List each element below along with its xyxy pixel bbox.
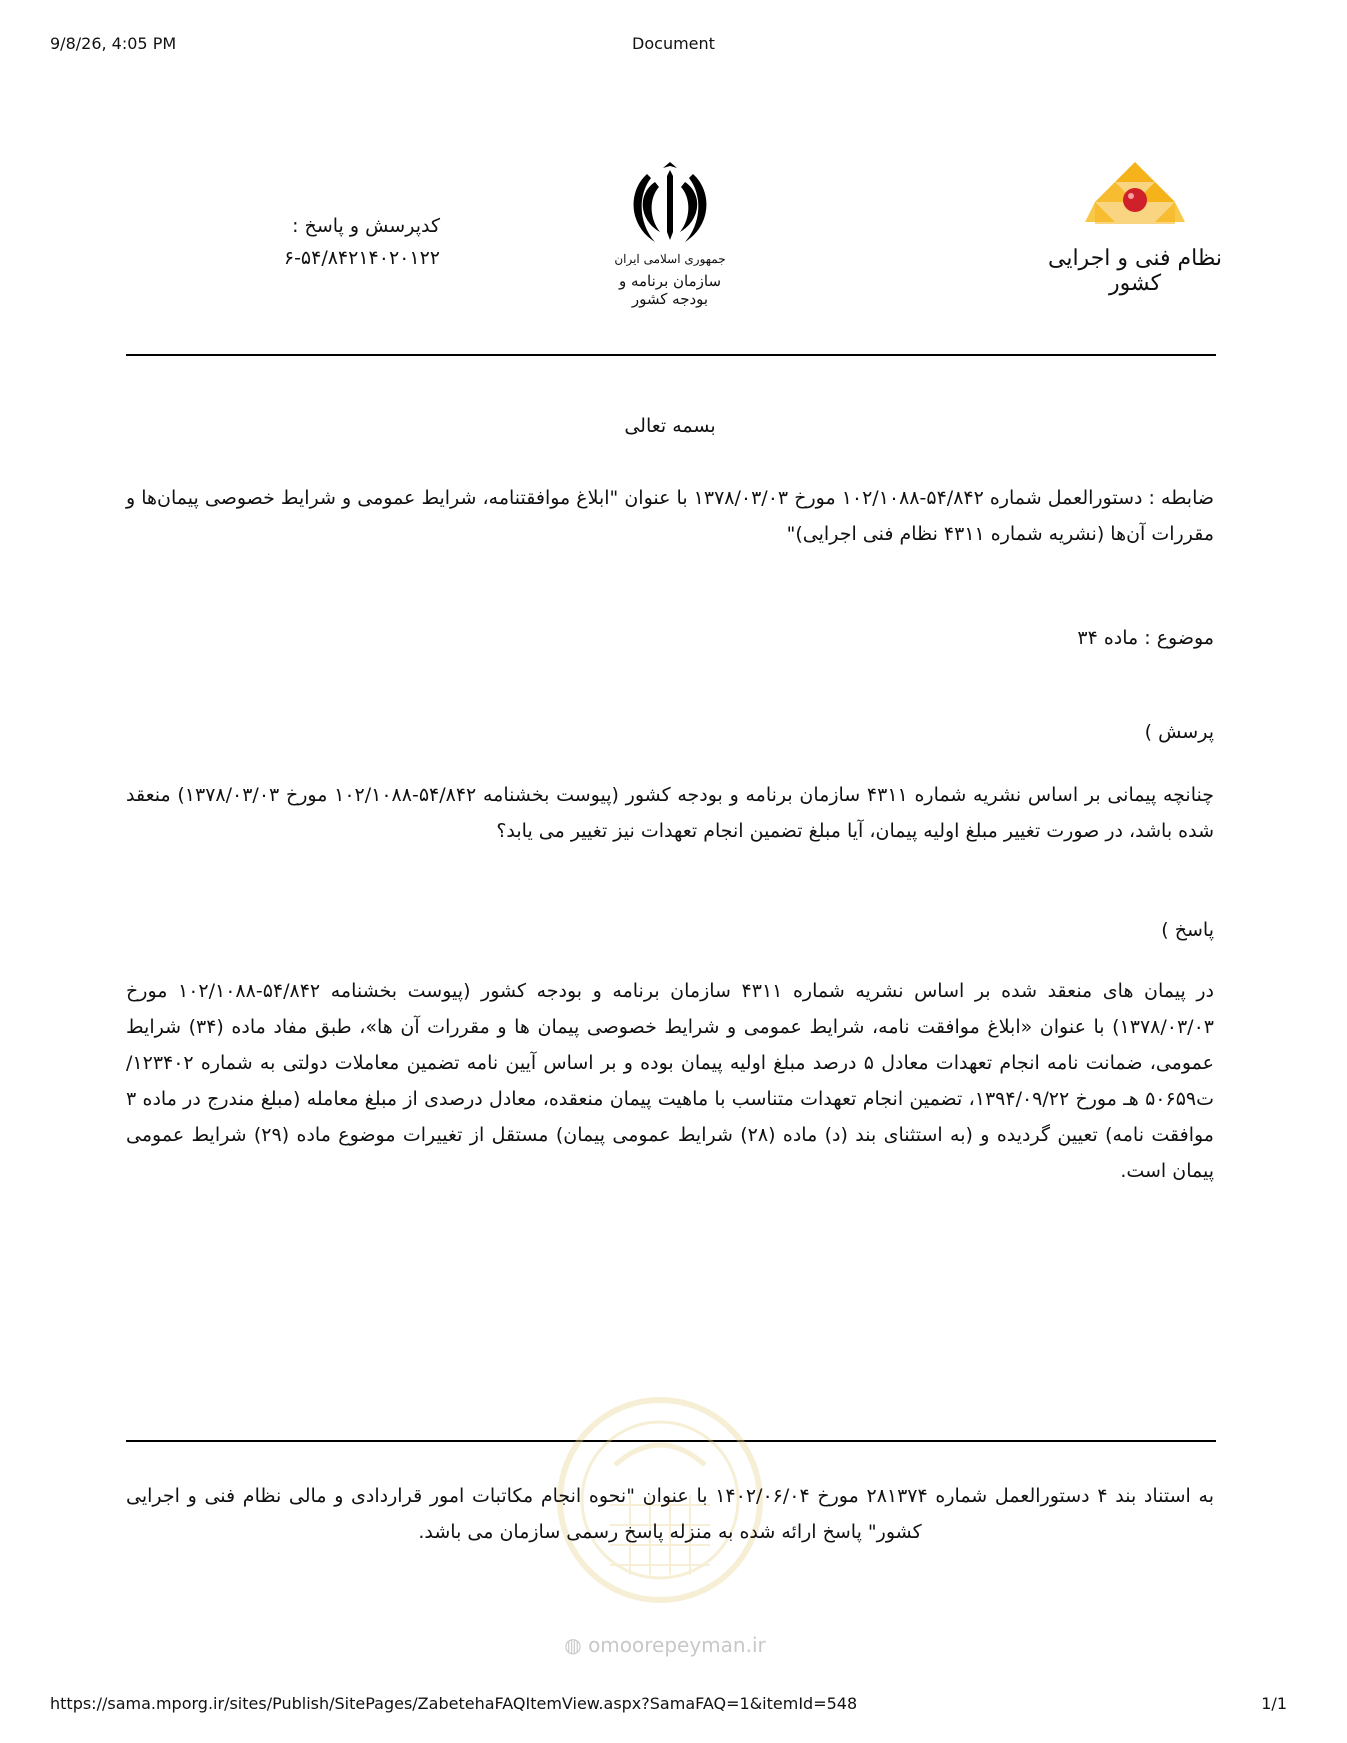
watermark-globe-icon: ◍ [564, 1633, 582, 1657]
emblem-line-2: سازمان برنامه و بودجه کشور [618, 272, 722, 308]
print-timestamp: 9/8/26, 4:05 PM [50, 34, 177, 53]
answer-text: در پیمان های منعقد شده بر اساس نشریه شماره ۴۳۱۱ سازمان برنامه و بودجه کشور (پیوست بخشنامه ۵۴/۸۴۲-۱۰۲/۱۰۸۸ مورخ ۱۳۷۸/۰۳/۰۳) با عنوان «ابلاغ موافقت نامه، شرایط عمومی و شرایط خصوصی پیمان ها و مقررات آن ها»، طبق مفاد ماده (۳۴) شرایط عمومی، ضمانت نامه انجام تعهدات معادل ۵ درصد مبلغ اولیه پیمان بوده و بر اساس آیین نامه تضمین معاملات دولتی به شماره ۱۲۳۴۰۲/ت۵۰۶۵۹ هـ مورخ ۱۳۹۴/۰۹/۲۲، تضمین انجام تعهدات متناسب با ماهیت پیمان منعقده، معادل درصدی از مبلغ معامله (مبلغ مندرج در ماده ۳ موافقت نامه) تعیین گردیده و (به استثنای بند (د) ماده (۲۸) شرایط عمومی پیمان) مستقل از تغییرات موضوع ماده (۲۹) شرایط عمومی پیمان است. [126, 980, 1214, 1182]
watermark-domain [560, 1633, 770, 1657]
qa-code [230, 210, 440, 274]
emblem-line-1: جمهوری اسلامی ایران [614, 252, 726, 266]
footer-note-text: به استناد بند ۴ دستورالعمل شماره ۲۸۱۳۷۴ مورخ ۱۴۰۲/۰۶/۰۴ با عنوان "نحوه انجام مکاتبات امور قراردادی و مالی نظام فنی و اجرایی کشور" پاسخ ارائه شده به منزله پاسخ رسمی سازمان می باشد. [126, 1485, 1214, 1543]
print-page-title: Document [632, 34, 715, 53]
qa-code-label: کدپرسش و پاسخ : [292, 215, 440, 237]
org-logo-icon [1085, 162, 1185, 242]
qa-code-value: ۶-۵۴/۸۴۲۱۴۰۲۰۱۲۲ [283, 247, 440, 269]
footer-note [126, 1478, 1214, 1550]
print-url: https://sama.mporg.ir/sites/Publish/SitePages/ZabetehaFAQItemView.aspx?SamaFAQ=1&itemId=548 [50, 1694, 858, 1713]
org-logo-label: نظام فنی و اجرایی کشور [1047, 246, 1222, 296]
org-logo [1045, 162, 1225, 302]
print-page-count: 1/1 [1261, 1694, 1287, 1713]
watermark-domain-text: omoorepeyman.ir [588, 1633, 766, 1657]
salutation: بسمه تعالی [624, 415, 716, 437]
question-heading: پرسش ) [1144, 721, 1214, 743]
header-divider [126, 354, 1216, 356]
regulation-reference: ضابطه : دستورالعمل شماره ۵۴/۸۴۲-۱۰۲/۱۰۸۸ مورخ ۱۳۷۸/۰۳/۰۳ با عنوان "ابلاغ موافقتنامه، شرایط عمومی و شرایط خصوصی پیمان‌ها و مقررات آن‌ها (نشریه شماره ۴۳۱۱ نظام فنی اجرایی)" [126, 487, 1215, 545]
iran-emblem [600, 160, 740, 310]
emblem-icon [625, 160, 715, 250]
answer-heading: پاسخ ) [1161, 919, 1214, 941]
subject: موضوع : ماده ۳۴ [1077, 627, 1214, 649]
question-text: چنانچه پیمانی بر اساس نشریه شماره ۴۳۱۱ سازمان برنامه و بودجه کشور (پیوست بخشنامه ۵۴/۸۴۲-۱۰۲/۱۰۸۸ مورخ ۱۳۷۸/۰۳/۰۳) منعقد شده باشد، در صورت تغییر مبلغ اولیه پیمان، آیا مبلغ تضمین انجام تعهدات نیز تغییر می یابد؟ [126, 784, 1214, 842]
